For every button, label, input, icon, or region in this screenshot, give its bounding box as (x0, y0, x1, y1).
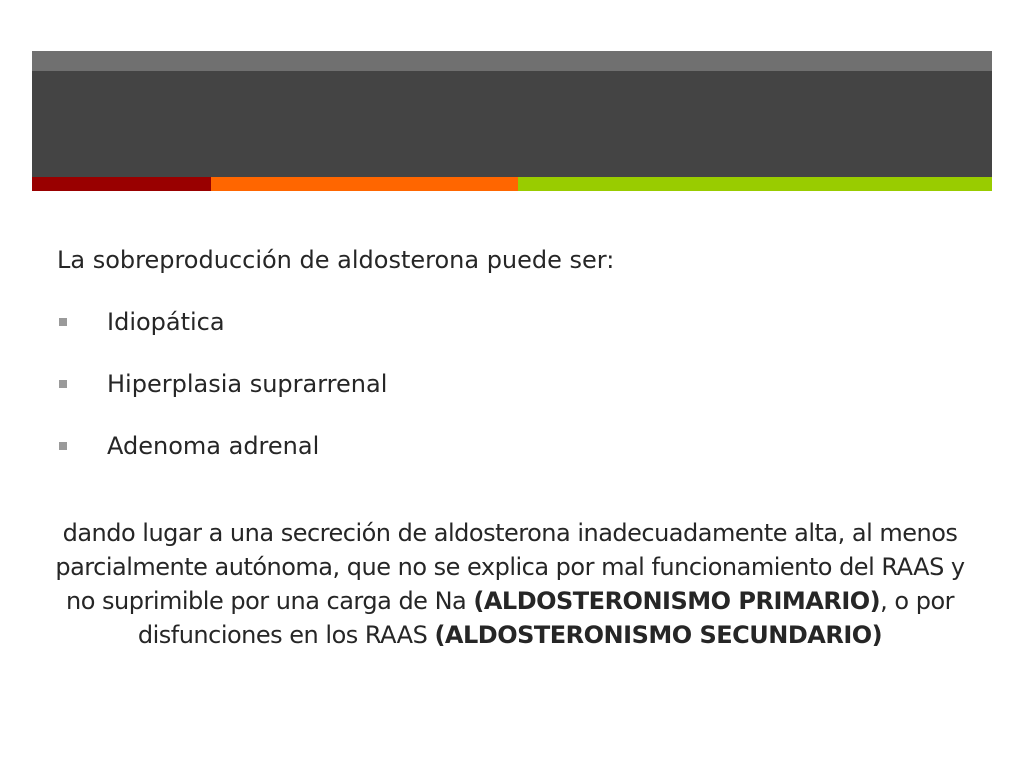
paragraph-text-2: , o por disfunciones en los RAAS (137, 587, 954, 649)
paragraph-text-1: dando lugar a una secreción de aldosterona inadecuadamente alta, al menos parcialmente autónoma, que no se explica por mal funcionamiento del RAAS y no suprimible por una carga de Na (55, 519, 965, 615)
primary-aldosteronism-label: (ALDOSTERONISMO PRIMARIO) (473, 587, 881, 615)
bullet-text: Idiopática (107, 308, 225, 336)
bullet-text: Adenoma adrenal (107, 432, 320, 460)
slide-content (57, 245, 977, 493)
list-item (57, 431, 977, 461)
intro-text: La sobreproducción de aldosterona puede ser: (57, 246, 615, 274)
bullet-text: Hiperplasia suprarrenal (107, 370, 388, 398)
square-bullet-icon (59, 380, 67, 388)
accent-bar-red (32, 177, 211, 191)
square-bullet-icon (59, 442, 67, 450)
accent-bar-green (518, 177, 992, 191)
accent-bar-orange (211, 177, 518, 191)
bullet-list (57, 307, 977, 461)
slide-header-bar (32, 71, 992, 177)
secondary-aldosteronism-label: (ALDOSTERONISMO SECUNDARIO) (434, 621, 883, 649)
square-bullet-icon (59, 318, 67, 326)
slide-header-top-strip (32, 51, 992, 71)
explanation-paragraph (40, 516, 980, 652)
list-item (57, 307, 977, 337)
list-item (57, 369, 977, 399)
